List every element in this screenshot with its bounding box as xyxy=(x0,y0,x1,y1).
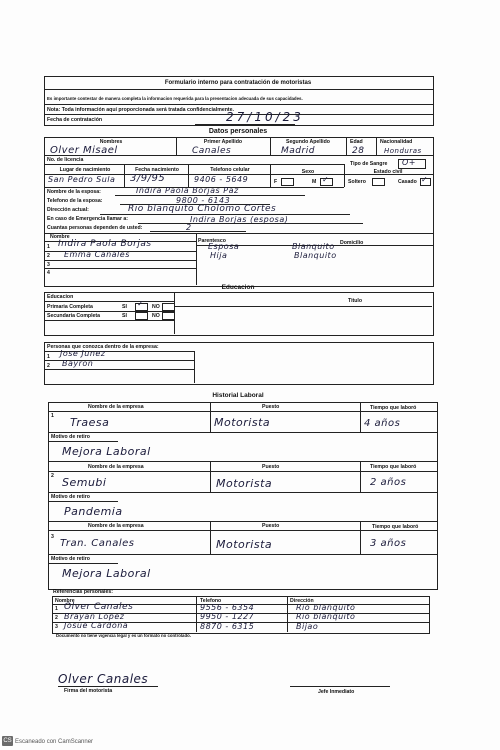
known-row-name[interactable]: Jose Junez xyxy=(60,349,106,358)
divider xyxy=(48,554,437,555)
divider xyxy=(48,461,437,462)
dep-row-nombre[interactable]: Emma Canales xyxy=(64,250,130,259)
job-puesto-value[interactable]: Motorista xyxy=(216,538,273,551)
dependen-label: Cuantas personas dependen de usted: xyxy=(47,225,143,231)
personal-section-title: Datos personales xyxy=(208,128,268,135)
job-empresa-value[interactable]: Traesa xyxy=(70,416,110,429)
ref-row-nombre[interactable]: Josue Cardona xyxy=(64,621,129,630)
direccion-label: Dirección actual: xyxy=(47,207,89,213)
divider xyxy=(195,124,295,125)
value-segundo-apellido[interactable]: Madrid xyxy=(281,146,315,156)
job-col-puesto: Puesto xyxy=(262,464,280,470)
value-lugar-nacimiento[interactable]: San Pedro Sula xyxy=(48,175,116,184)
job-num: 3 xyxy=(51,534,54,540)
divider xyxy=(44,233,433,234)
primaria-si-label: SI xyxy=(122,304,127,310)
col-lugar-nacimiento: Lugar de nacimiento xyxy=(59,167,111,173)
work-history-box xyxy=(48,402,438,590)
esposa-label: Nombre de la esposa: xyxy=(47,189,101,195)
ref-row-direccion[interactable]: Rio blanquito xyxy=(296,612,356,621)
dep-col-parentesco: Parentesco xyxy=(198,238,226,244)
divider xyxy=(44,311,174,312)
tel-esposa-value[interactable]: 9800 - 6143 xyxy=(176,196,231,205)
tipo-sangre-value[interactable]: O+ xyxy=(402,158,416,167)
ref-row-telefono[interactable]: 8870 - 6315 xyxy=(200,622,255,631)
divider xyxy=(176,137,177,155)
divider xyxy=(124,164,125,187)
education-box xyxy=(44,292,434,336)
hire-date-value[interactable]: 27/10/23 xyxy=(226,110,304,124)
job-num: 1 xyxy=(51,413,54,419)
col-primer-apellido: Primer Apellido xyxy=(203,139,243,145)
divider xyxy=(48,471,437,472)
secundaria-label: Secundaria Completa xyxy=(47,313,101,319)
job-col-tiempo: Tiempo que laboró xyxy=(370,405,417,411)
dep-row-num: 3 xyxy=(47,262,50,268)
divider xyxy=(138,223,363,224)
divider xyxy=(210,461,211,492)
dep-row-nombre[interactable]: Indira Paola Borjas xyxy=(58,239,152,249)
job-tiempo-value[interactable]: 4 años xyxy=(364,418,401,429)
job-motivo-value[interactable]: Mejora Laboral xyxy=(62,445,151,458)
divider xyxy=(270,164,271,187)
divider xyxy=(58,686,158,687)
divider xyxy=(44,320,174,321)
ref-row-num: 2 xyxy=(55,615,58,621)
licencia-label: No. de licencia xyxy=(47,157,84,163)
value-telefono-celular[interactable]: 9406 - 5649 xyxy=(194,175,249,184)
divider xyxy=(44,260,196,261)
divider xyxy=(48,521,437,522)
casado-label: Casado xyxy=(398,179,417,185)
primaria-no-checkbox[interactable] xyxy=(162,303,175,311)
divider xyxy=(360,521,361,554)
secundaria-no-checkbox[interactable] xyxy=(162,312,175,320)
divider xyxy=(360,402,361,432)
dep-col-nombre: Nombre xyxy=(50,234,70,240)
direccion-value[interactable]: Rio blanquito Cholomo Cortes xyxy=(128,204,277,214)
dep-row-num: 4 xyxy=(47,270,50,276)
form-note: Nota: Toda información aquí proporcionada será tratada confidencialmente. xyxy=(47,107,234,113)
divider xyxy=(48,563,118,564)
ref-col-telefono: Telefono xyxy=(200,598,222,604)
divider xyxy=(194,351,195,383)
col-estado-civil: Estado civil xyxy=(373,169,403,175)
emergencia-label: En caso de Emergencia llamar a: xyxy=(47,216,129,222)
divider xyxy=(44,155,433,156)
ref-row-direccion[interactable]: Rio blanquito xyxy=(296,603,356,612)
job-puesto-value[interactable]: Motorista xyxy=(216,477,273,490)
divider xyxy=(48,411,437,412)
esposa-value[interactable]: Indira Paola Borjas Paz xyxy=(136,186,239,195)
divider xyxy=(196,596,197,632)
divider xyxy=(48,530,437,531)
job-tiempo-value[interactable]: 2 años xyxy=(370,477,407,488)
job-empresa-value[interactable]: Tran. Canales xyxy=(60,538,135,549)
job-motivo-value[interactable]: Mejora Laboral xyxy=(62,567,151,580)
known-row-name[interactable]: Bayron xyxy=(62,359,94,368)
form-instructions: Es importante contestar de manera completa la informacion requerida para la presentacion adecuada de sus capacidades. xyxy=(47,96,303,101)
ref-row-nombre[interactable]: Brayan Lopez xyxy=(64,612,125,621)
tipo-sangre-label: Tipo de Sangre xyxy=(350,161,388,167)
emergencia-value[interactable]: Indira Borjas (esposa) xyxy=(190,215,289,224)
primaria-label: Primaria Completa xyxy=(47,304,93,310)
references-title: Referencias personales: xyxy=(53,589,113,595)
job-motivo-label: Motivo de retiro xyxy=(51,556,90,562)
job-col-empresa: Nombre de la empresa xyxy=(88,523,144,529)
divider xyxy=(287,596,288,632)
sexo-m-label: M xyxy=(312,179,317,185)
divider xyxy=(360,461,361,492)
ref-col-nombre: Nombre xyxy=(55,598,75,604)
secundaria-si-label: SI xyxy=(122,313,127,319)
sexo-m-checkmark-icon: ✓ xyxy=(322,175,329,184)
divider xyxy=(44,104,433,105)
hire-date-label: Fecha de contratación xyxy=(47,117,103,123)
sexo-f-label: F xyxy=(274,179,278,185)
dep-row-num: 2 xyxy=(47,253,50,259)
tel-esposa-label: Telefono de la esposa: xyxy=(47,198,103,204)
value-nombres[interactable]: Olver Misael xyxy=(50,145,118,156)
divider xyxy=(270,137,271,155)
divider xyxy=(44,268,196,269)
job-tiempo-value[interactable]: 3 años xyxy=(370,538,407,549)
ref-row-telefono[interactable]: 9950 - 1227 xyxy=(200,612,255,621)
disclaimer-text: Documento no tiene vigencia legal y es un formato no controlado. xyxy=(56,633,191,638)
job-col-empresa: Nombre de la empresa xyxy=(88,404,144,410)
sexo-f-checkbox[interactable] xyxy=(281,178,294,186)
primaria-no-label: NO xyxy=(152,304,160,310)
job-motivo-label: Motivo de retiro xyxy=(51,434,90,440)
col-nacionalidad: Nacionalidad xyxy=(380,139,413,145)
dependen-value[interactable]: 2 xyxy=(186,223,192,232)
known-people-title: Personas que conozca dentro de la empresa: xyxy=(47,344,159,350)
job-num: 2 xyxy=(51,473,54,479)
scanner-footer-text: Escaneado con CamScanner xyxy=(15,739,94,745)
job-col-empresa: Nombre de la empresa xyxy=(88,464,144,470)
dep-row-domicilio[interactable]: Blanquito xyxy=(292,242,335,251)
col-edad: Edad xyxy=(350,139,363,145)
col-nombres: Nombres xyxy=(99,139,123,145)
divider xyxy=(44,369,194,370)
value-nacionalidad[interactable]: Honduras xyxy=(384,147,422,155)
form-title: Formulario interno para contratación de motoristas xyxy=(164,80,312,86)
divider xyxy=(44,301,174,302)
soltero-checkbox[interactable] xyxy=(372,178,385,186)
secundaria-si-checkbox[interactable] xyxy=(135,312,148,320)
divider xyxy=(346,137,347,155)
job-empresa-value[interactable]: Semubi xyxy=(62,476,107,489)
ref-row-direccion[interactable]: Bijao xyxy=(296,622,319,631)
col-fecha-nacimiento: Fecha nacimiento xyxy=(135,167,179,173)
divider xyxy=(344,164,345,187)
divider xyxy=(150,231,246,232)
job-motivo-value[interactable]: Pandemia xyxy=(64,505,123,518)
divider xyxy=(174,306,432,307)
secundaria-no-label: NO xyxy=(152,313,160,319)
primaria-checkmark-icon: ✓ xyxy=(137,299,144,308)
edu-col-titulo: Titulo xyxy=(348,298,363,304)
dep-row-parentesco[interactable]: Esposa xyxy=(208,242,240,251)
dep-row-num: 1 xyxy=(47,244,50,250)
ref-row-num: 1 xyxy=(55,606,58,612)
divider xyxy=(290,686,390,687)
known-row-num: 2 xyxy=(47,363,50,369)
value-fecha-nacimiento[interactable]: 3/9/95 xyxy=(130,173,166,184)
value-primer-apellido[interactable]: Canales xyxy=(192,146,232,156)
col-telefono-celular: Telefono celular xyxy=(210,167,250,173)
ref-row-telefono[interactable]: 9556 - 6354 xyxy=(200,603,255,612)
divider xyxy=(210,521,211,554)
divider xyxy=(196,233,197,285)
job-puesto-value[interactable]: Motorista xyxy=(214,416,271,429)
divider xyxy=(44,89,433,90)
casado-checkmark-icon: ✓ xyxy=(421,175,428,184)
divider xyxy=(48,501,118,502)
divider xyxy=(48,441,118,442)
divider xyxy=(48,492,437,493)
edu-col-educacion: Educacion xyxy=(47,294,74,300)
known-row-num: 1 xyxy=(47,354,50,360)
col-segundo-apellido: Segundo Apellido xyxy=(286,139,330,145)
col-sexo: Sexo xyxy=(301,169,315,175)
ref-row-nombre[interactable]: Olver Canales xyxy=(64,602,134,612)
divider xyxy=(188,164,189,187)
soltero-label: Soltero xyxy=(348,179,366,185)
job-col-puesto: Puesto xyxy=(262,523,280,529)
camscanner-logo-icon: CS xyxy=(3,738,12,744)
education-section-title: Educacion xyxy=(221,284,255,291)
job-col-tiempo: Tiempo que laboró xyxy=(370,464,417,470)
divider xyxy=(376,137,377,155)
divider xyxy=(48,432,437,433)
job-col-puesto: Puesto xyxy=(262,404,280,410)
dep-col-domicilio: Domicilio xyxy=(340,240,364,246)
value-edad[interactable]: 28 xyxy=(352,146,365,156)
divider xyxy=(210,402,211,432)
motorist-signature: Olver Canales xyxy=(58,672,149,686)
job-col-tiempo: Tiempo que laboró xyxy=(372,524,419,530)
job-motivo-label: Motivo de retiro xyxy=(51,494,90,500)
jefe-label: Jefe Inmediato xyxy=(318,689,355,695)
divider xyxy=(44,164,344,165)
firma-label: Firma del motorista xyxy=(64,688,113,694)
ref-row-num: 3 xyxy=(55,624,58,630)
dep-row-domicilio[interactable]: Blanquito xyxy=(294,251,337,260)
work-history-title: Historial Laboral xyxy=(212,392,264,399)
dep-row-parentesco[interactable]: Hija xyxy=(210,251,228,260)
ref-col-direccion: Dirección xyxy=(290,598,314,604)
